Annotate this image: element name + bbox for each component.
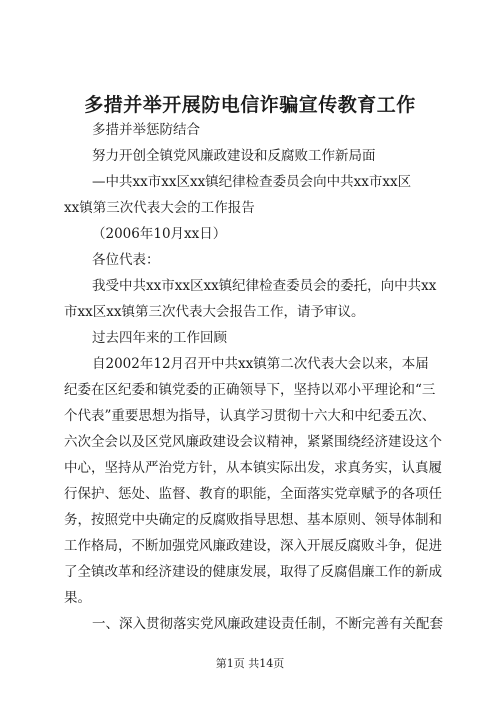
paragraph-2-line-1: 自2002年12月召开中共xx镇第二次代表大会以来，本届: [92, 356, 429, 372]
paragraph-2-line-4: 六次全会以及区党风廉政建设会议精神，紧紧围绕经济建设这个: [64, 434, 442, 450]
report-date: （2006年10月xx日）: [92, 226, 227, 242]
paragraph-1-line-2: 市xx区xx镇第三次代表大会报告工作，请予审议。: [64, 304, 365, 320]
document-title: 多措并举开展防电信诈骗宣传教育工作: [84, 94, 416, 116]
paragraph-2-line-7: 务，按照党中央确定的反腐败指导思想、基本原则、领导体制和: [64, 512, 442, 528]
subtitle-line-2: 努力开创全镇党风廉政建设和反腐败工作新局面: [92, 148, 376, 164]
page-footer: 第1页 共14页: [215, 657, 285, 670]
report-heading-line-2: xx镇第三次代表大会的工作报告: [64, 200, 255, 216]
section-heading: 过去四年来的工作回顾: [92, 330, 227, 346]
paragraph-2-line-2: 纪委在区纪委和镇党委的正确领导下，坚持以邓小平理论和“三: [64, 382, 436, 398]
paragraph-2-line-3: 个代表”重要思想为指导，认真学习贯彻十六大和中纪委五次、: [64, 408, 436, 424]
paragraph-2-line-5: 中心，坚持从严治党方针，从本镇实际出发，求真务实，认真履: [64, 460, 442, 476]
paragraph-2-line-6: 行保护、惩处、监督、教育的职能，全面落实党章赋予的各项任: [64, 486, 442, 502]
report-heading-line-1: —中共xx市xx区xx镇纪律检查委员会向中共xx市xx区: [92, 174, 412, 190]
paragraph-2-line-8: 工作格局，不断加强党风廉政建设，深入开展反腐败斗争，促进: [64, 538, 442, 554]
paragraph-2-line-10: 果。: [64, 590, 91, 606]
paragraph-2-line-9: 了全镇改革和经济建设的健康发展，取得了反腐倡廉工作的新成: [64, 564, 442, 580]
subtitle-line-1: 多措并举惩防结合: [92, 122, 200, 138]
paragraph-1-line-1: 我受中共xx市xx区xx镇纪律检查委员会的委托，向中共xx: [92, 278, 437, 294]
salutation: 各位代表：: [92, 252, 160, 268]
subsection-heading-1: 一、深入贯彻落实党风廉政建设责任制，不断完善有关配套: [92, 616, 443, 632]
